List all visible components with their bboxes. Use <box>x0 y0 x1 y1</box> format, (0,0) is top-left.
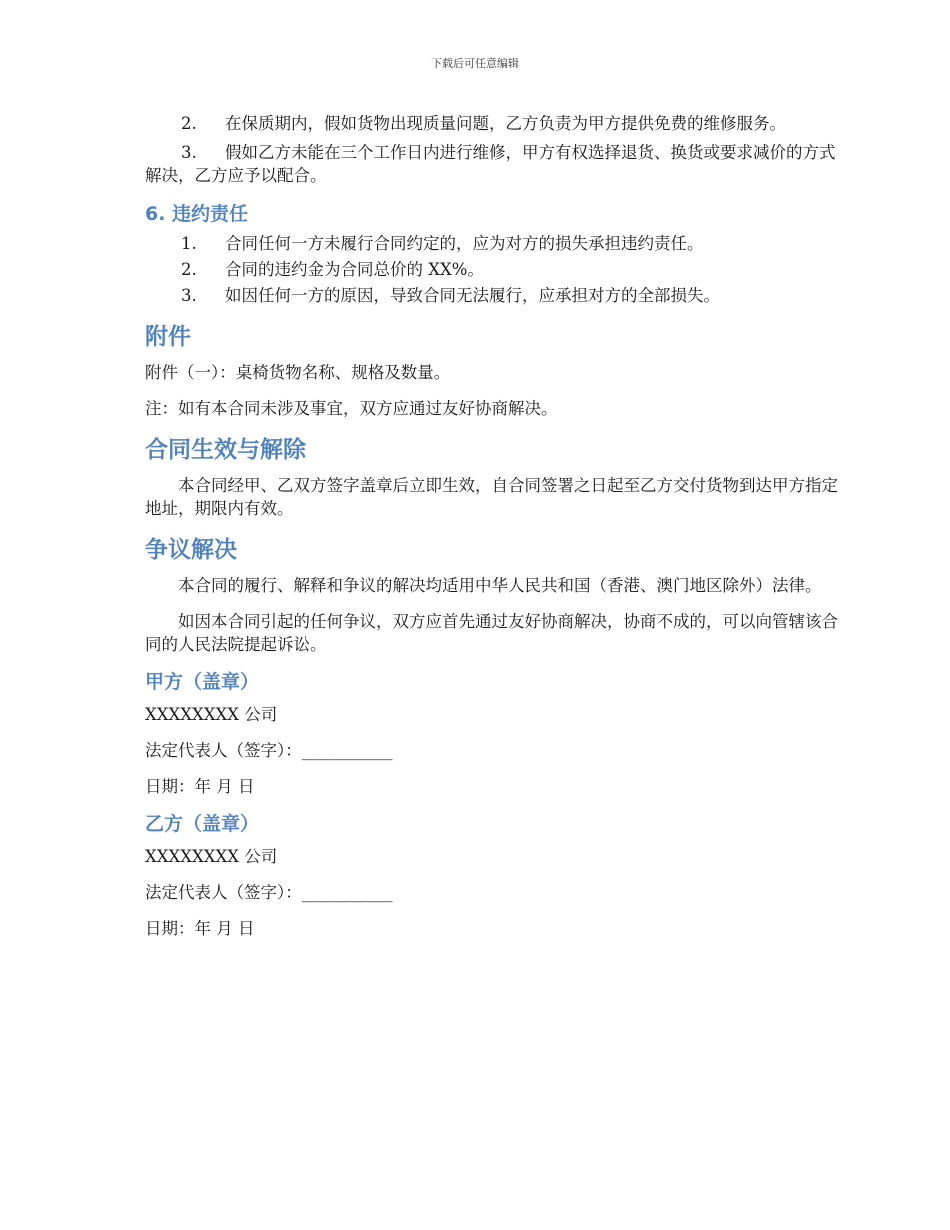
party-a-representative: 法定代表人（签字）：___________ <box>145 741 393 760</box>
dispute-heading: 争议解决 <box>145 537 237 563</box>
item-number: 3. <box>181 143 197 162</box>
breach-item <box>145 258 840 281</box>
dispute-paragraph-1: 本合同的履行、解释和争议的解决均适用中华人民共和国（香港、澳门地区除外）法律。 <box>178 576 822 595</box>
party-b-heading: 乙方（盖章） <box>145 813 260 835</box>
item-text: 在保质期内，假如货物出现质量问题，乙方负责为甲方提供免费的维修服务。 <box>225 114 786 133</box>
breach-item <box>145 284 840 307</box>
item-text: 假如乙方未能在三个工作日内进行维修，甲方有权选择退货、换货或要求减价的方式解决，乙方应予以配合。 <box>145 143 836 185</box>
effect-heading: 合同生效与解除 <box>145 437 306 463</box>
party-a-heading: 甲方（盖章） <box>145 671 260 693</box>
attachment-heading: 附件 <box>145 324 191 350</box>
attachment-line: 附件（一）：桌椅货物名称、规格及数量。 <box>145 363 451 382</box>
item-text: 合同任何一方未履行合同约定的，应为对方的损失承担违约责任。 <box>225 234 704 253</box>
page-header: 下载后可任意编辑 <box>431 57 519 70</box>
item-number: 3. <box>181 286 197 305</box>
document-body <box>145 112 840 953</box>
attachment-note: 注：如有本合同未涉及事宜，双方应通过友好协商解决。 <box>145 399 558 418</box>
item-text: 如因任何一方的原因，导致合同无法履行，应承担对方的全部损失。 <box>225 286 720 305</box>
warranty-item <box>145 112 840 135</box>
party-b-date: 日期：年 月 日 <box>145 919 255 938</box>
item-text: 合同的违约金为合同总价的 XX%。 <box>225 260 484 279</box>
dispute-paragraph-2: 如因本合同引起的任何争议，双方应首先通过友好协商解决，协商不成的，可以向管辖该合同的人民法院提起诉讼。 <box>145 612 838 654</box>
party-b-company: XXXXXXXX 公司 <box>145 847 278 866</box>
warranty-item <box>145 141 840 187</box>
effect-paragraph: 本合同经甲、乙双方签字盖章后立即生效，自合同签署之日起至乙方交付货物到达甲方指定地址，期限内有效。 <box>145 476 838 518</box>
breach-item <box>145 232 840 255</box>
party-a-company: XXXXXXXX 公司 <box>145 705 278 724</box>
item-number: 2. <box>181 260 197 279</box>
item-number: 2. <box>181 114 197 133</box>
item-number: 1. <box>181 234 197 253</box>
party-a-date: 日期：年 月 日 <box>145 777 255 796</box>
party-b-representative: 法定代表人（签字）：___________ <box>145 883 393 902</box>
breach-heading: 6. 违约责任 <box>145 203 249 225</box>
